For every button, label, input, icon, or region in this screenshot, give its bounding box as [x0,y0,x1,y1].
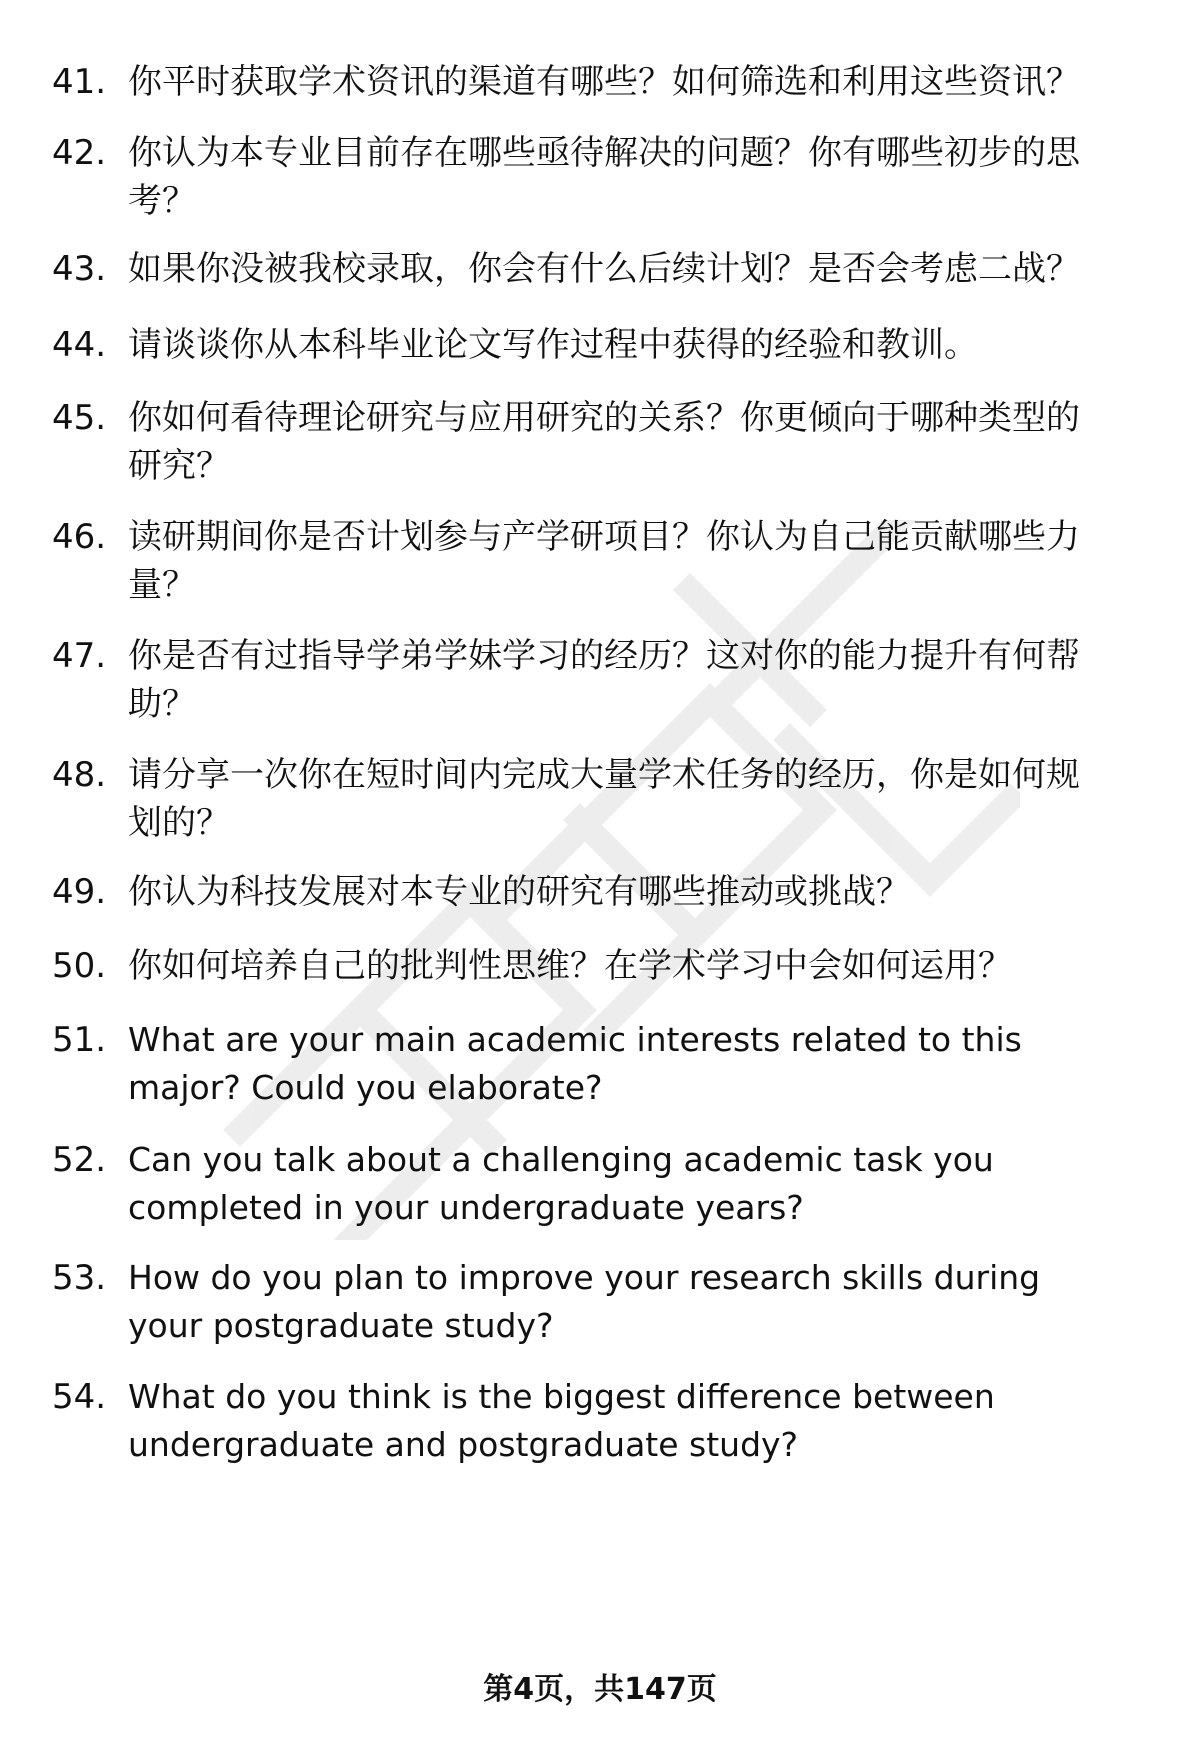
question-text: How do you plan to improve your research skills during your postgraduate study? [128,1258,1041,1345]
question-text: 读研期间你是否计划参与产学研项目？你认为自己能贡献哪些力 量？ [128,517,1080,605]
question-text: What do you think is the biggest difference between undergraduate and postgraduate study? [128,1377,995,1464]
question-number: 49. [52,872,107,912]
question-item [52,868,1152,916]
question-item [52,245,1152,293]
question-number: 51. [52,1020,107,1060]
question-item [52,632,1152,728]
question-text: 你平时获取学术资讯的渠道有哪些？如何筛选和利用这些资讯？ [128,62,1080,102]
question-number: 48. [52,755,107,795]
question-number: 52. [52,1140,107,1180]
question-number: 43. [52,249,107,289]
question-item [52,1373,1152,1469]
question-text: 你认为本专业目前存在哪些亟待解决的问题？你有哪些初步的思 考？ [128,133,1080,221]
question-text: 请谈谈你从本科毕业论文写作过程中获得的经验和教训。 [128,325,978,365]
question-text: 你如何培养自己的批判性思维？在学术学习中会如何运用？ [128,946,1012,986]
question-text: What are your main academic interests related to this major? Could you elaborate? [128,1020,1022,1107]
question-number: 41. [52,62,107,102]
question-number: 50. [52,946,107,986]
question-item [52,1254,1152,1350]
question-text: 你是否有过指导学弟学妹学习的经历？这对你的能力提升有何帮 助？ [128,636,1080,724]
question-item [52,1136,1152,1232]
question-text: 你如何看待理论研究与应用研究的关系？你更倾向于哪种类型的 研究？ [128,398,1080,486]
question-item [52,58,1152,106]
question-item [52,321,1152,369]
question-text: 你认为科技发展对本专业的研究有哪些推动或挑战？ [128,872,910,912]
question-item [52,129,1152,225]
question-number: 54. [52,1377,107,1417]
question-item [52,942,1152,990]
question-number: 53. [52,1258,107,1298]
question-text: 如果你没被我校录取，你会有什么后续计划？是否会考虑二战？ [128,249,1080,289]
question-number: 44. [52,325,107,365]
question-number: 46. [52,517,107,557]
question-number: 47. [52,636,107,676]
question-number: 45. [52,398,107,438]
question-text: 请分享一次你在短时间内完成大量学术任务的经历，你是如何规 划的？ [128,755,1080,843]
question-item [52,1016,1152,1112]
question-item [52,751,1152,847]
page-indicator: 第4页，共147页 [483,1672,717,1707]
question-text: Can you talk about a challenging academic task you completed in your undergraduate years? [128,1140,994,1227]
question-item [52,394,1152,490]
question-item [52,513,1152,609]
question-number: 42. [52,133,107,173]
